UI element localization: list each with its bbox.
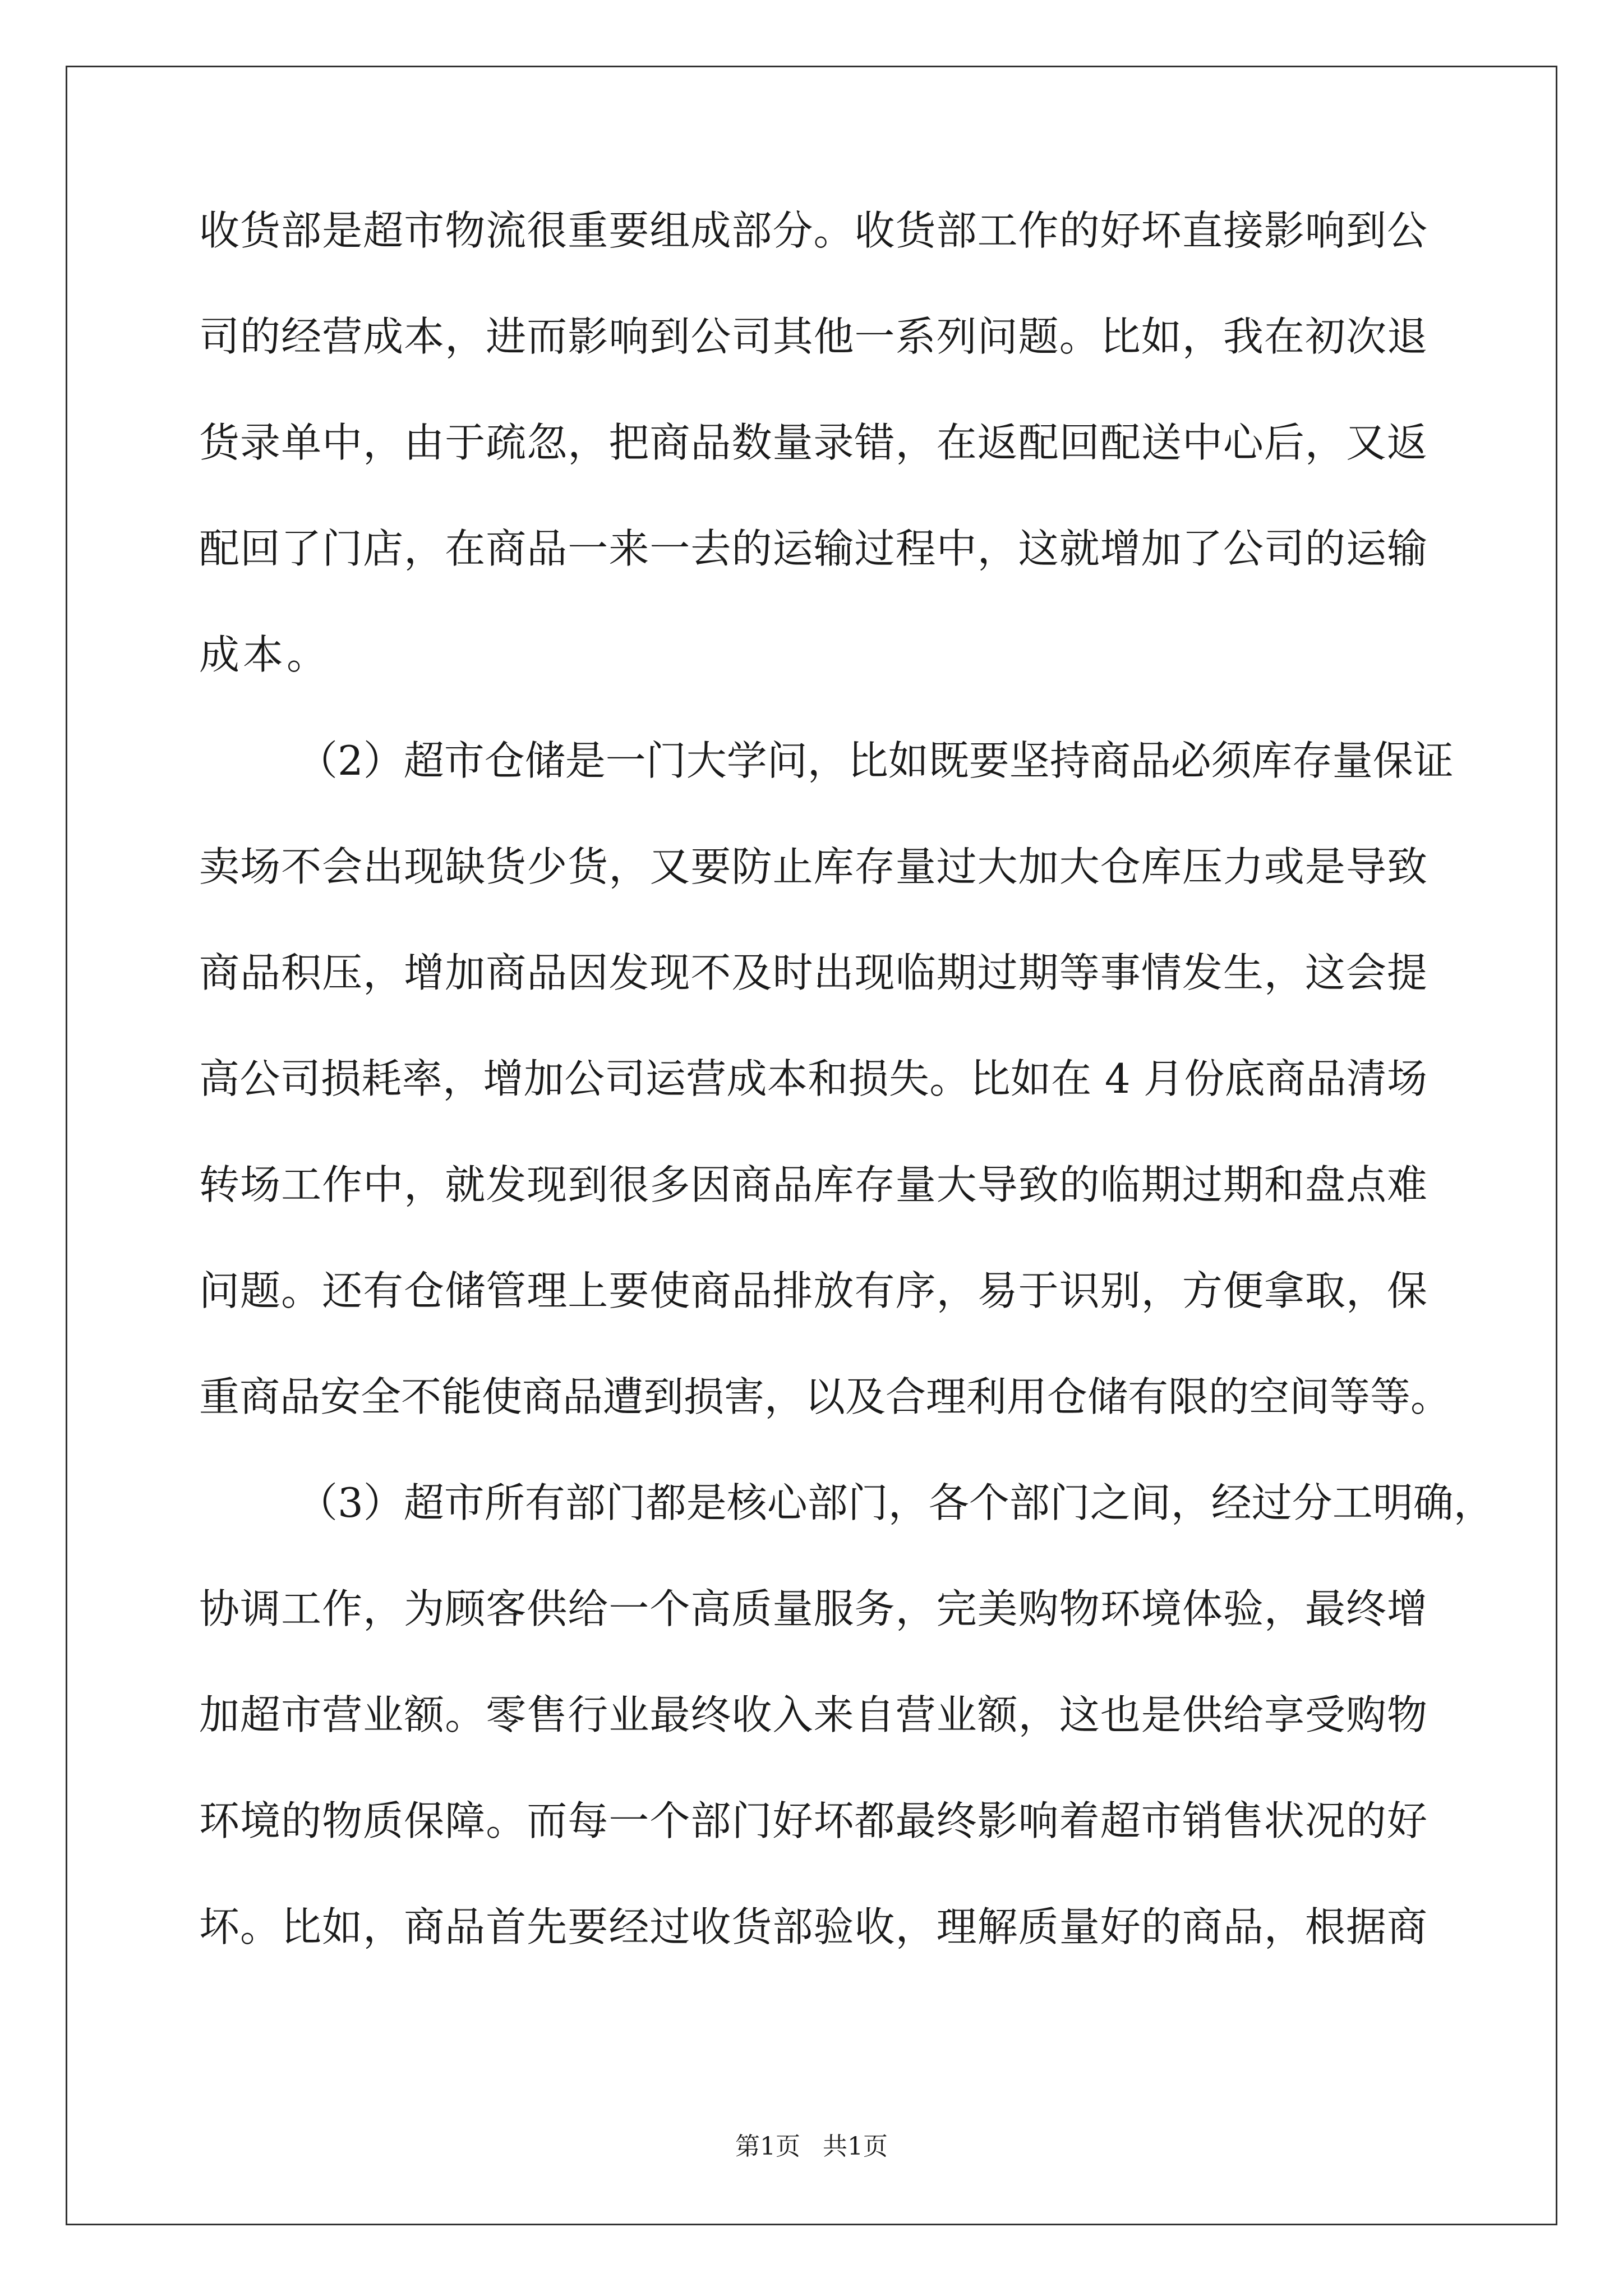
page-footer: [0, 2134, 1623, 2159]
text-line: 环境的物质保障。而每一个部门好坏都最终影响着超市销售状况的好: [199, 1797, 1427, 1844]
text-line: 货录单中，由于疏忽，把商品数量录错，在返配回配送中心后，又返: [199, 419, 1427, 466]
text-line: 转场工作中，就发现到很多因商品库存量大导致的临期过期和盘点难: [199, 1161, 1427, 1208]
text-line: 配回了门店，在商品一来一去的运输过程中，这就增加了公司的运输: [199, 525, 1427, 572]
text-line: （2）超市仓储是一门大学问，比如既要坚持商品必须库存量保证: [297, 737, 1454, 784]
text-line: 协调工作，为顾客供给一个高质量服务，完美购物环境体验，最终增: [199, 1585, 1427, 1632]
text-line: 坏。比如，商品首先要经过收货部验收，理解质量好的商品，根据商: [199, 1903, 1427, 1950]
text-line: 卖场不会出现缺货少货，又要防止库存量过大加大仓库压力或是导致: [199, 843, 1427, 890]
document-body: [199, 207, 1494, 2013]
text-line: 加超市营业额。零售行业最终收入来自营业额，这也是供给享受购物: [199, 1691, 1427, 1738]
text-line: 高公司损耗率，增加公司运营成本和损失。比如在 4 月份底商品清场: [199, 1055, 1427, 1102]
text-line: 收货部是超市物流很重要组成部分。收货部工作的好坏直接影响到公: [199, 207, 1427, 254]
text-line: 问题。还有仓储管理上要使商品排放有序，易于识别，方便拿取，保: [199, 1267, 1427, 1314]
text-line: 商品积压，增加商品因发现不及时出现临期过期等事情发生，这会提: [199, 949, 1427, 996]
text-line: （3）超市所有部门都是核心部门，各个部门之间，经过分工明确，: [297, 1479, 1494, 1526]
text-line: 司的经营成本，进而影响到公司其他一系列问题。比如，我在初次退: [199, 313, 1427, 360]
page-number: 第1页: [735, 2132, 800, 2161]
text-line: 成本。: [199, 631, 331, 678]
text-line: 重商品安全不能使商品遭到损害，以及合理利用仓储有限的空间等等。: [199, 1373, 1451, 1420]
page-total: 共1页: [823, 2132, 888, 2161]
